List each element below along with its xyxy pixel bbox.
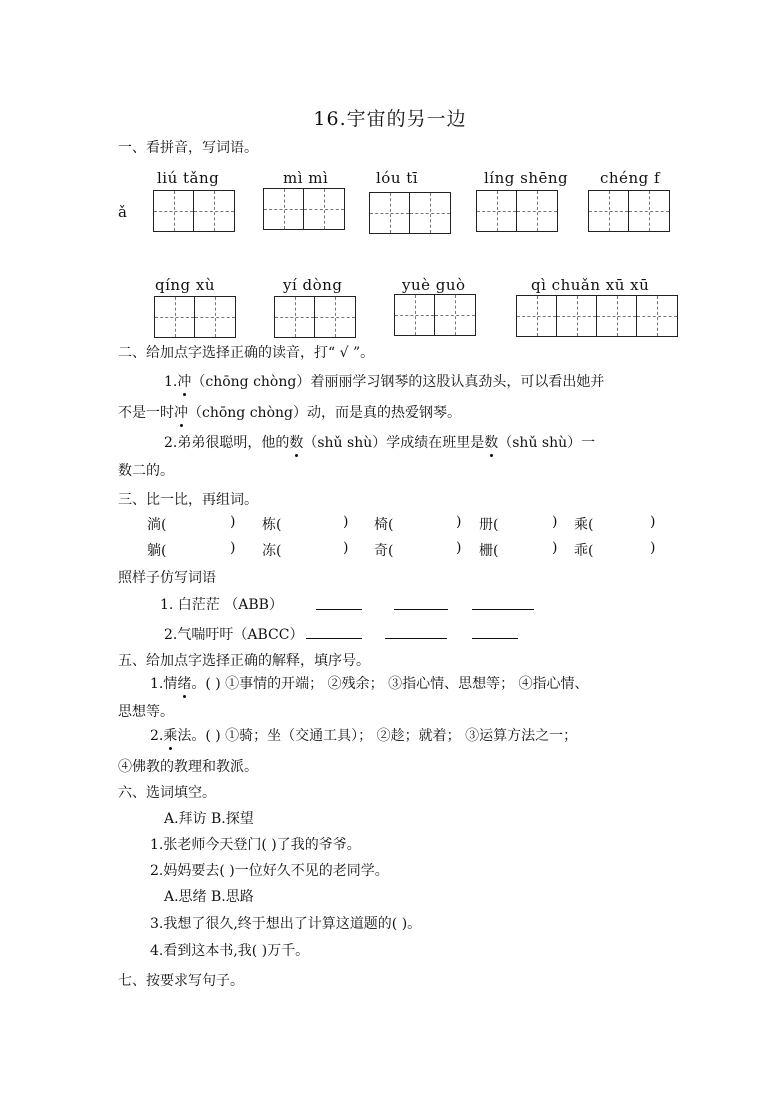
question-2-2-line-2: 数二的。: [118, 463, 174, 479]
paren-close: ): [343, 540, 349, 556]
question-text: 。( ) ①事情的开端； ②残余； ③指心情、思想等； ④指心情、: [191, 676, 589, 692]
writing-grid-yue-guo[interactable]: [394, 294, 476, 336]
pinyin-liu-tang: liú tǎng: [157, 169, 220, 187]
pinyin-ling-sheng: líng shēng: [484, 169, 569, 187]
section-6-heading: 六、选词填空。: [118, 785, 216, 801]
section-1-heading: 一、看拼音，写词语。: [118, 140, 258, 156]
section-5-heading: 五、给加点字选择正确的解释，填序号。: [118, 653, 370, 669]
pinyin-qing-xu: qíng xù: [155, 276, 216, 294]
grid-cell[interactable]: [637, 296, 677, 336]
pinyin-cheng-fa: chéng f: [600, 169, 661, 187]
grid-cell[interactable]: [395, 295, 435, 335]
dotted-character: 冲: [174, 402, 188, 422]
word-options-1: A.拜访 B.探望: [164, 811, 254, 827]
grid-cell[interactable]: [264, 189, 304, 229]
pinyin-mi-mi: mì mì: [283, 169, 329, 187]
writing-grid-yi-dong[interactable]: [274, 296, 356, 338]
fill-question-1: 1.张老师今天登门( )了我的爷爷。: [150, 837, 361, 853]
question-5-1: [150, 673, 589, 693]
answer-blank[interactable]: [385, 626, 447, 639]
writing-grid-qi-chuan-xu-xu[interactable]: [516, 295, 678, 337]
compare-word-4a: 册(: [479, 517, 499, 533]
paren-close: ): [650, 514, 656, 530]
paren-close: ): [552, 540, 558, 556]
word-options-2: A.思绪 B.思路: [164, 889, 254, 905]
grid-cell[interactable]: [304, 189, 344, 229]
question-number: 1.: [164, 374, 178, 390]
grid-cell[interactable]: [410, 193, 450, 233]
fill-question-4: 4.看到这本书,我( )万千。: [150, 943, 310, 959]
imitate-example-2: 2.气喘吁吁（ABCC）: [164, 627, 304, 643]
question-text: （chōng chòng）着丽丽学习钢琴的这股认真劲头，可以看出她并: [191, 374, 605, 390]
compare-word-5b: 乖(: [574, 543, 594, 559]
pinyin-lou-ti: lóu tī: [376, 169, 419, 187]
writing-grid-lou-ti[interactable]: [369, 192, 451, 234]
paren-close: ): [343, 514, 349, 530]
grid-cell[interactable]: [194, 191, 234, 231]
dotted-character: 数: [289, 432, 303, 452]
question-2-2-line-1: [164, 432, 595, 452]
writing-grid-cheng-fa[interactable]: [588, 190, 670, 232]
grid-cell[interactable]: [477, 191, 517, 231]
grid-cell[interactable]: [517, 296, 557, 336]
page-title: 16.宇宙的另一边: [313, 108, 467, 130]
grid-cell[interactable]: [435, 295, 475, 335]
section-7-heading: 七、按要求写句子。: [118, 973, 244, 989]
wrapped-pinyin-fragment: ǎ: [118, 203, 128, 221]
compare-word-1a: 淌(: [147, 517, 167, 533]
pinyin-yi-dong: yí dòng: [283, 276, 343, 294]
section-2-heading: 二、给加点字选择正确的读音，打“ √ ”。: [118, 345, 375, 361]
paren-close: ): [456, 514, 462, 530]
answer-blank[interactable]: [472, 626, 518, 639]
writing-grid-liu-tang[interactable]: [153, 190, 235, 232]
fill-question-3: 3.我想了很久,终于想出了计算这道题的( )。: [150, 916, 422, 932]
grid-cell[interactable]: [315, 297, 355, 337]
question-2-1-line-1: [164, 371, 604, 391]
question-text: 不是一时: [118, 405, 174, 421]
paren-close: ): [230, 514, 236, 530]
pinyin-yue-guo: yuè guò: [402, 276, 466, 294]
question-5-2-continued: ④佛教的教理和教派。: [118, 759, 258, 775]
compare-word-4b: 栅(: [479, 543, 499, 559]
dotted-character: 绪: [177, 673, 191, 693]
dotted-character: 数: [484, 432, 498, 452]
answer-blank[interactable]: [306, 626, 362, 639]
section-4-heading: 照样子仿写词语: [118, 570, 216, 586]
grid-cell[interactable]: [629, 191, 669, 231]
grid-cell[interactable]: [154, 191, 194, 231]
grid-cell[interactable]: [557, 296, 597, 336]
question-text: 法。( ) ①骑；坐（交通工具）； ②趁；就着； ③运算方法之一；: [177, 728, 578, 744]
paren-close: ): [650, 540, 656, 556]
question-text: 1.情: [150, 676, 178, 692]
section-3-heading: 三、比一比，再组词。: [118, 492, 258, 508]
writing-grid-ling-sheng[interactable]: [476, 190, 558, 232]
question-text: （shǔ shù）学成绩在班里是: [303, 435, 485, 451]
question-5-1-continued: 思想等。: [118, 704, 174, 720]
grid-cell[interactable]: [589, 191, 629, 231]
imitate-example-1: 1. 白茫茫 （ABB）: [160, 597, 283, 613]
question-5-2: [150, 725, 577, 745]
question-text: （shǔ shù）一: [498, 435, 596, 451]
answer-blank[interactable]: [472, 597, 534, 610]
compare-word-3b: 奇(: [374, 543, 394, 559]
compare-word-5a: 乘(: [574, 517, 594, 533]
question-text: （chōng chòng）动，而是真的热爱钢琴。: [188, 405, 461, 421]
writing-grid-mi-mi[interactable]: [263, 188, 345, 230]
pinyin-qi-chuan-xu-xu: qì chuǎn xū xū: [531, 276, 650, 294]
dotted-character: 冲: [177, 371, 191, 391]
answer-blank[interactable]: [394, 597, 448, 610]
grid-cell[interactable]: [275, 297, 315, 337]
grid-cell[interactable]: [155, 297, 195, 337]
compare-word-2b: 冻(: [262, 543, 282, 559]
paren-close: ): [456, 540, 462, 556]
question-text: 2.弟弟很聪明，他的: [164, 435, 290, 451]
grid-cell[interactable]: [517, 191, 557, 231]
paren-close: ): [552, 514, 558, 530]
compare-word-1b: 躺(: [147, 543, 167, 559]
paren-close: ): [230, 540, 236, 556]
compare-word-3a: 椅(: [374, 517, 394, 533]
grid-cell[interactable]: [370, 193, 410, 233]
fill-question-2: 2.妈妈要去( )一位好久不见的老同学。: [150, 863, 389, 879]
question-text: 2.: [150, 728, 164, 744]
grid-cell[interactable]: [195, 297, 235, 337]
grid-cell[interactable]: [597, 296, 637, 336]
answer-blank[interactable]: [316, 597, 362, 610]
dotted-character: 乘: [163, 725, 177, 745]
compare-word-2a: 栋(: [262, 517, 282, 533]
writing-grid-qing-xu[interactable]: [154, 296, 236, 338]
question-2-1-line-2: [118, 402, 461, 422]
